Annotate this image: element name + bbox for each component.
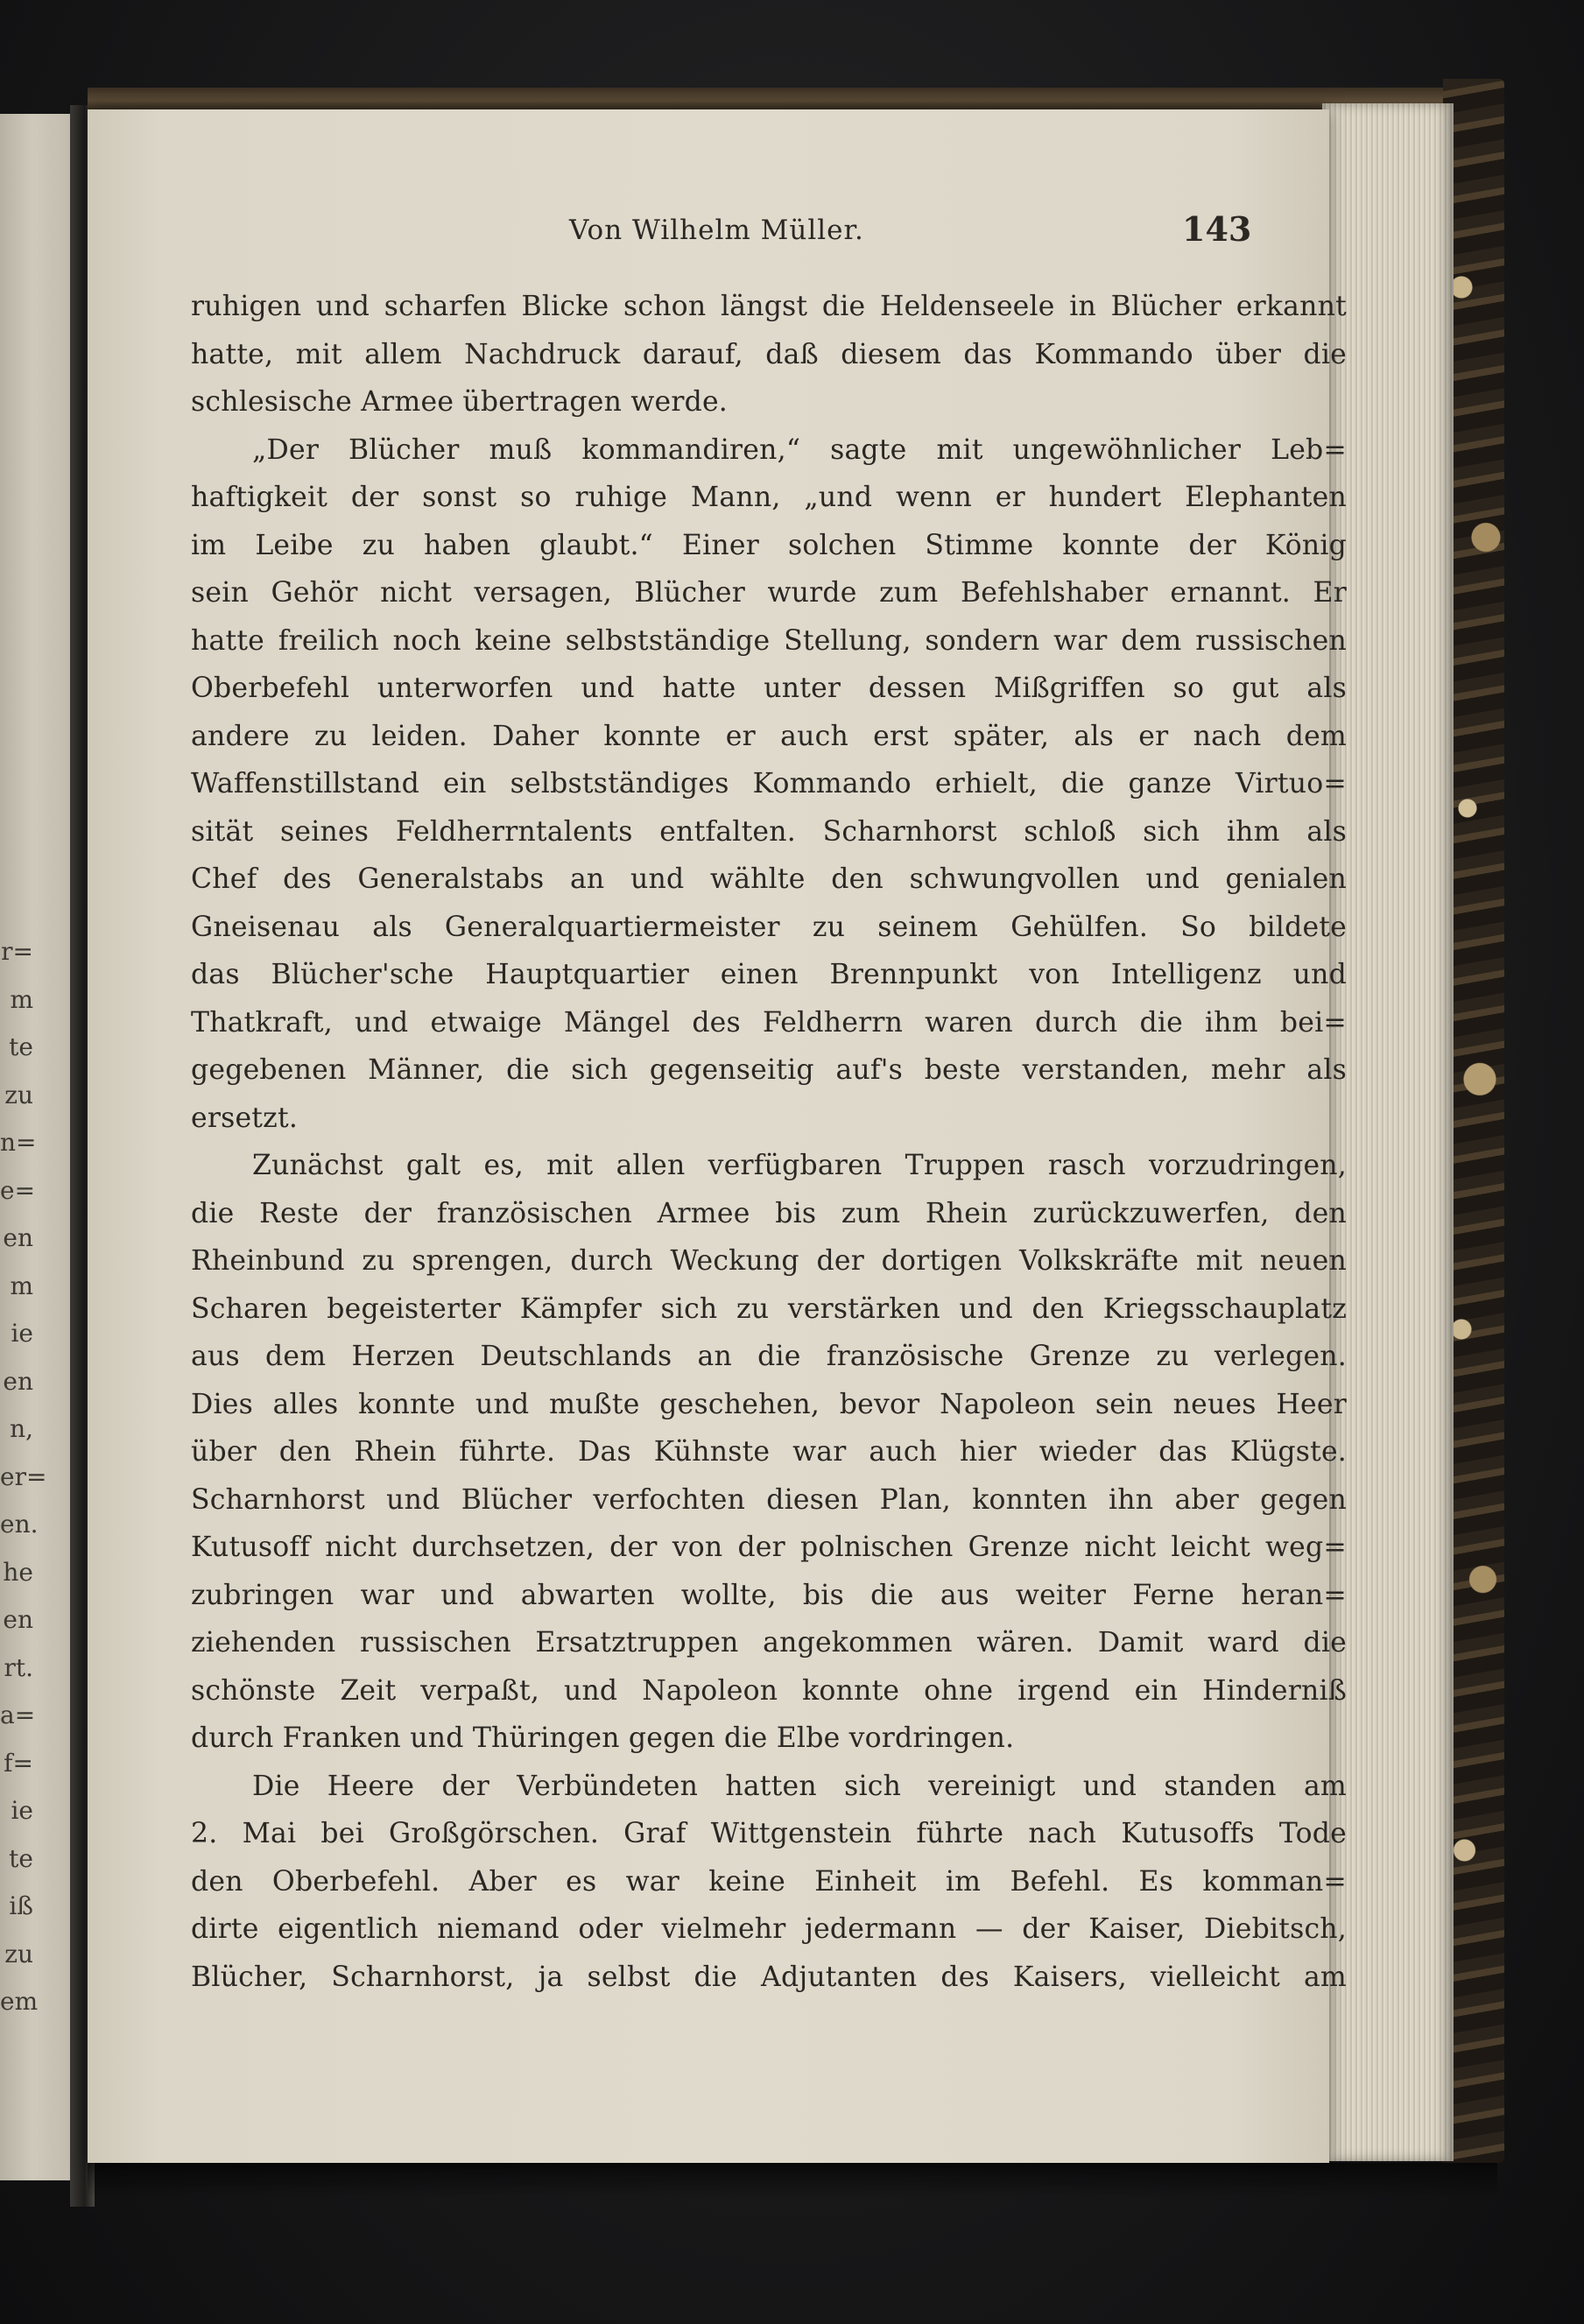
text-line: Kutusoff nicht durchsetzen, der von der polnischen Grenze nicht leicht weg= (191, 1532, 1347, 1563)
page-body-text (191, 283, 1347, 2001)
previous-page-fragment: he (3, 1557, 33, 1587)
previous-page-fragment: iß (9, 1891, 33, 1920)
previous-page-fragment: te (9, 1032, 33, 1061)
text-line: Blücher, Scharnhorst, ja selbst die Adjutanten des Kaisers, vielleicht am (191, 1961, 1347, 1993)
previous-page-fragment: er= (0, 1461, 47, 1491)
text-line: andere zu leiden. Daher konnte er auch erst später, als er nach dem (191, 720, 1347, 752)
text-line: ersetzt. (191, 1102, 299, 1134)
text-line: sein Gehör nicht versagen, Blücher wurde zum Befehlshaber ernannt. Er (191, 577, 1347, 609)
text-line: Rheinbund zu sprengen, durch Weckung der dortigen Volkskräfte mit neuen (191, 1245, 1347, 1277)
text-line: Oberbefehl unterworfen und hatte unter dessen Mißgriffen so gut als (191, 673, 1347, 704)
previous-page-fragment: a= (0, 1701, 36, 1729)
text-line: ziehenden russischen Ersatztruppen angekommen wären. Damit ward die (191, 1627, 1347, 1658)
text-line: Gneisenau als Generalquartiermeister zu seinem Gehülfen. So bildete (191, 911, 1347, 943)
previous-page-fragment: zu (4, 1080, 33, 1109)
previous-page-fragment: en (3, 1605, 33, 1634)
text-line: über den Rhein führte. Das Kühnste war auch hier wieder das Klügste. (191, 1436, 1347, 1468)
previous-page-fragment: r= (1, 937, 33, 966)
text-line: zubringen war und abwarten wollte, bis die aus weiter Ferne heran= (191, 1579, 1347, 1611)
text-line: Scharnhorst und Blücher verfochten diesen Plan, konnten ihn aber gegen (191, 1483, 1347, 1516)
previous-page-fragment: zu (4, 1939, 33, 1968)
text-line: dirte eigentlich niemand oder vielmehr jedermann — der Kaiser, Diebitsch, (191, 1913, 1347, 1945)
text-line: haftigkeit der sonst so ruhige Mann, „und wenn er hundert Elephanten (191, 482, 1347, 513)
text-line: den Oberbefehl. Aber es war keine Einheit im Befehl. Es komman= (191, 1865, 1347, 1898)
text-line: aus dem Herzen Deutschlands an die französische Grenze zu verlegen. (191, 1341, 1347, 1372)
previous-page-line-endings (0, 928, 47, 2026)
text-line: Waffenstillstand ein selbstständiges Kommando erhielt, die ganze Virtuo= (191, 768, 1347, 799)
text-line: Chef des Generalstabs an und wählte den schwungvollen und genialen (191, 863, 1347, 895)
previous-page-fragment: m (10, 1271, 33, 1300)
text-line: im Leibe zu haben glaubt.“ Einer solchen Stimme konnte der König (191, 529, 1347, 561)
text-line: Scharen begeisterter Kämpfer sich zu verstärken und den Kriegsschauplatz (191, 1292, 1347, 1325)
previous-page-fragment: ie (11, 1796, 33, 1825)
text-line: gegebenen Männer, die sich gegenseitig auf's beste verstanden, mehr als (191, 1054, 1347, 1086)
previous-page-fragment: n, (10, 1414, 33, 1443)
text-line: durch Franken und Thüringen gegen die Elbe vordringen. (191, 1722, 1015, 1754)
previous-page-edge (0, 114, 81, 2180)
text-line: die Reste der französischen Armee bis zum Rhein zurückzuwerfen, den (191, 1197, 1347, 1229)
previous-page-fragment: f= (4, 1748, 33, 1778)
previous-page-fragment: rt. (4, 1652, 33, 1682)
previous-page-fragment: em (0, 1987, 39, 2016)
text-line: Die Heere der Verbündeten hatten sich vereinigt und standen am (252, 1770, 1347, 1802)
previous-page-fragment: n= (0, 1128, 37, 1157)
previous-page-fragment: ie (11, 1319, 33, 1348)
text-line: 2. Mai bei Großgörschen. Graf Wittgenstein führte nach Kutusoffs Tode (191, 1818, 1347, 1849)
page-bottom-shadow (88, 2163, 1497, 2198)
text-line: Thatkraft, und etwaige Mängel des Feldherrn waren durch die ihm bei= (191, 1006, 1347, 1039)
book-page (88, 109, 1347, 2163)
text-line: Zunächst galt es, mit allen verfügbaren Truppen rasch vorzudringen, (252, 1150, 1347, 1181)
previous-page-fragment: m (10, 984, 33, 1014)
text-line: schönste Zeit verpaßt, und Napoleon konnte ohne irgend ein Hinderniß (191, 1674, 1347, 1707)
previous-page-fragment: en (3, 1366, 33, 1396)
text-line: schlesische Armee übertragen werde. (191, 386, 729, 418)
page-number: 143 (1182, 209, 1252, 249)
text-line: ruhigen und scharfen Blicke schon längst die Heldenseele in Blücher erkannt (191, 291, 1347, 322)
text-line: sität seines Feldherrntalents entfalten. Scharnhorst schloß sich ihm als (191, 815, 1347, 848)
previous-page-fragment: te (9, 1843, 33, 1873)
text-line: das Blücher'sche Hauptquartier einen Brennpunkt von Intelligenz und (191, 959, 1347, 990)
previous-page-fragment: en (3, 1223, 33, 1252)
text-line: hatte freilich noch keine selbstständige Stellung, sondern war dem russischen (191, 624, 1347, 657)
text-line: „Der Blücher muß kommandiren,“ sagte mit ungewöhnlicher Leb= (252, 433, 1347, 466)
previous-page-fragment: e= (0, 1175, 36, 1205)
previous-page-fragment: en. (0, 1510, 39, 1539)
text-line: hatte, mit allem Nachdruck darauf, daß diesem das Kommando über die (191, 338, 1347, 370)
running-title: Von Wilhelm Müller. (569, 215, 864, 246)
text-line: Dies alles konnte und mußte geschehen, bevor Napoleon sein neues Heer (191, 1388, 1347, 1420)
